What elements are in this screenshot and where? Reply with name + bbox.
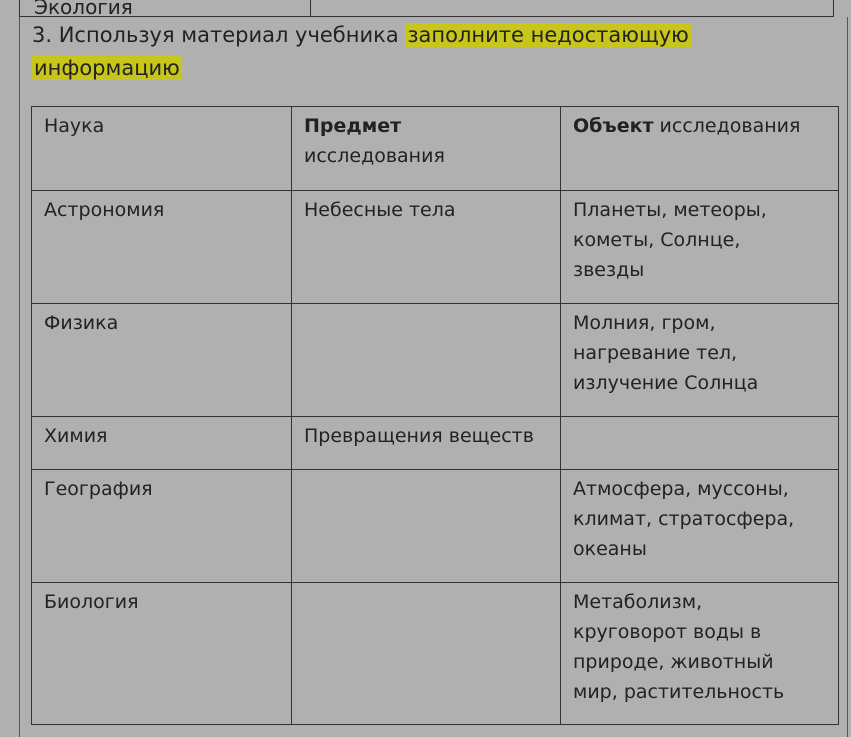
table-row bbox=[32, 191, 839, 304]
object-line: океаны bbox=[573, 538, 647, 560]
cell-subject[interactable]: Небесные тела bbox=[292, 191, 561, 304]
object-line: климат, стратосфера, bbox=[573, 508, 795, 530]
previous-table-fragment bbox=[19, 0, 834, 17]
cell-object bbox=[561, 191, 839, 304]
table-row bbox=[32, 583, 839, 725]
object-line: нагревание тел, bbox=[573, 342, 738, 364]
cell-science: Физика bbox=[32, 304, 292, 417]
previous-table-divider bbox=[310, 0, 311, 16]
object-line: излучение Солнца bbox=[573, 372, 759, 394]
header-science-label: Наука bbox=[44, 115, 105, 137]
header-subject bbox=[292, 107, 561, 191]
table-header-row bbox=[32, 107, 839, 191]
task-heading-highlight-1: заполните недостающую bbox=[407, 23, 689, 47]
table-row bbox=[32, 304, 839, 417]
frame-right-line bbox=[847, 17, 848, 737]
object-line: Молния, гром, bbox=[573, 312, 716, 334]
cell-subject[interactable] bbox=[292, 304, 561, 417]
object-line: круговорот воды в bbox=[573, 621, 762, 643]
cell-science: Химия bbox=[32, 417, 292, 470]
cell-subject: Превращения веществ bbox=[292, 417, 561, 470]
frame-left-line bbox=[19, 17, 20, 737]
table-row bbox=[32, 417, 839, 470]
object-line: природе, животный bbox=[573, 651, 774, 673]
cell-object bbox=[561, 470, 839, 583]
header-subject-bold: Предмет bbox=[304, 115, 402, 137]
cell-object bbox=[561, 583, 839, 725]
cell-subject[interactable] bbox=[292, 583, 561, 725]
table-row bbox=[32, 470, 839, 583]
previous-table-cell-text: Экология bbox=[34, 0, 133, 19]
object-line: Планеты, метеоры, bbox=[573, 199, 767, 221]
cell-subject[interactable] bbox=[292, 470, 561, 583]
object-line: Атмосфера, муссоны, bbox=[573, 478, 789, 500]
cell-object bbox=[561, 304, 839, 417]
task-heading bbox=[32, 19, 832, 85]
task-heading-highlight-2: информацию bbox=[34, 56, 180, 80]
science-table bbox=[31, 106, 839, 725]
cell-science: Астрономия bbox=[32, 191, 292, 304]
header-subject-rest: исследования bbox=[304, 145, 445, 167]
header-object-bold: Объект bbox=[573, 115, 654, 137]
header-object-rest: исследования bbox=[653, 115, 801, 137]
object-line: звезды bbox=[573, 259, 645, 281]
header-object bbox=[561, 107, 839, 191]
task-heading-prefix: 3. Используя материал учебника bbox=[32, 23, 406, 47]
cell-science: География bbox=[32, 470, 292, 583]
cell-science: Биология bbox=[32, 583, 292, 725]
object-line: Метаболизм, bbox=[573, 591, 703, 613]
object-line: кометы, Солнце, bbox=[573, 229, 741, 251]
header-science bbox=[32, 107, 292, 191]
cell-object[interactable] bbox=[561, 417, 839, 470]
object-line: мир, растительность bbox=[573, 681, 785, 703]
